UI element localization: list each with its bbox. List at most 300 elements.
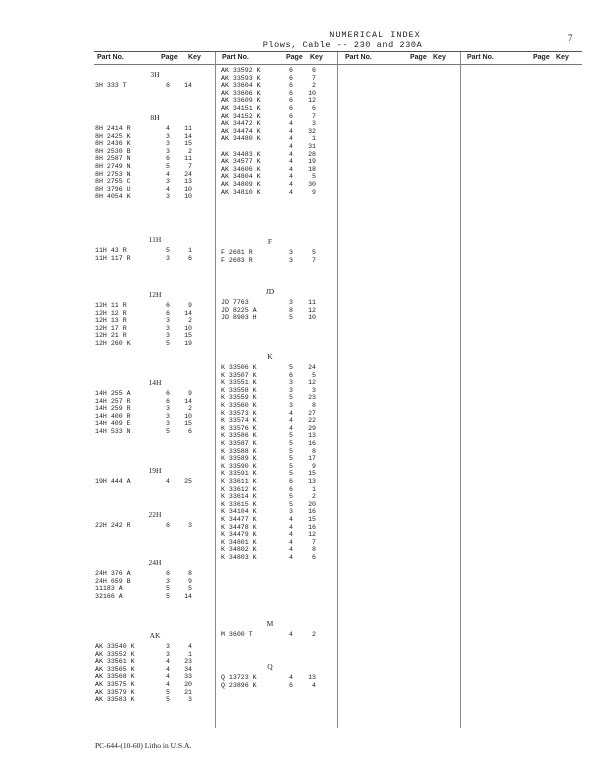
key-value: 5 — [312, 249, 316, 256]
key-value: 29 — [308, 424, 316, 432]
key-value: 2 — [188, 317, 192, 325]
page-value: 3 — [166, 412, 170, 420]
key-value: 13 — [184, 178, 192, 186]
page-value: 3 — [289, 508, 293, 516]
part-number: AK 33592 K — [221, 67, 261, 74]
section-heading: 12H — [148, 290, 162, 299]
key-value: 7 — [312, 74, 316, 82]
page-value: 3 — [166, 254, 170, 262]
section-heading: K — [267, 352, 273, 361]
col-header-key: Key — [433, 54, 446, 61]
part-number: 8H 2753 N — [95, 170, 131, 178]
page-value: 4 — [166, 170, 170, 178]
key-value: 16 — [308, 508, 316, 516]
page-value: 4 — [166, 185, 170, 193]
key-value: 1 — [188, 650, 192, 658]
key-value: 13 — [308, 432, 316, 440]
page-value: 4 — [289, 523, 293, 531]
part-number: 32166 A — [95, 592, 123, 600]
part-number: K 33615 K — [221, 500, 257, 508]
page-value: 4 — [289, 127, 293, 135]
page-value: 6 — [289, 478, 293, 485]
key-value: 4 — [188, 643, 192, 650]
page-value: 5 — [166, 592, 170, 600]
key-value: 16 — [308, 523, 316, 531]
key-value: 8 — [312, 447, 316, 455]
section-heading: 8H — [150, 113, 160, 122]
page-value: 5 — [166, 163, 170, 170]
part-number: 8H 2414 R — [95, 125, 131, 132]
part-number: K 33551 K — [221, 379, 257, 387]
key-value: 7 — [188, 163, 192, 170]
key-value: 24 — [184, 170, 192, 178]
part-number: 8H 2425 K — [95, 132, 131, 140]
part-number: F 2681 R — [221, 249, 253, 256]
key-value: 2 — [312, 493, 316, 501]
part-number: K 33506 K — [221, 364, 257, 371]
col-header-page: Page — [410, 54, 427, 61]
part-number: K 33611 K — [221, 478, 257, 485]
key-value: 10 — [184, 324, 192, 332]
key-value: 3 — [312, 120, 316, 128]
key-value: 16 — [308, 440, 316, 447]
key-value: 7 — [312, 112, 316, 120]
page-value: 3 — [166, 643, 170, 650]
page-value: 6 — [166, 570, 170, 577]
part-number: K 33591 K — [221, 470, 257, 478]
key-value: 6 — [312, 67, 316, 74]
page-value: 3 — [289, 299, 293, 306]
key-value: 12 — [308, 379, 316, 387]
key-value: 1 — [312, 485, 316, 493]
part-number: 12H 17 R — [95, 324, 127, 332]
part-number: AK 33583 K — [95, 696, 135, 704]
col-header-key: Key — [188, 54, 201, 61]
page-value: 6 — [289, 681, 293, 689]
part-number: 24H 376 A — [95, 570, 131, 577]
key-value: 11 — [184, 125, 192, 132]
key-value: 20 — [184, 681, 192, 688]
page-value: 4 — [289, 173, 293, 181]
key-value: 14 — [184, 82, 192, 89]
page-value: 3 — [166, 178, 170, 186]
key-value: 14 — [184, 309, 192, 317]
key-value: 11 — [308, 299, 316, 306]
key-value: 33 — [184, 673, 192, 681]
page-value: 5 — [166, 247, 170, 254]
part-number: K 33614 K — [221, 493, 257, 501]
part-number: AK 33561 K — [95, 658, 135, 666]
key-value: 9 — [312, 188, 316, 196]
section-heading: 19H — [148, 466, 162, 475]
part-number: K 34801 K — [221, 538, 257, 546]
page-value: 4 — [289, 409, 293, 417]
key-value: 3 — [188, 522, 192, 529]
section-heading: Q — [267, 662, 273, 671]
page-value: 6 — [166, 302, 170, 309]
section-heading: JD — [265, 287, 275, 296]
section-heading: 11H — [148, 235, 162, 244]
part-number: JD 8225 A — [221, 306, 257, 314]
page-value: 3 — [166, 405, 170, 413]
page-value: 5 — [289, 462, 293, 470]
key-value: 6 — [312, 105, 316, 112]
part-number: AK 34151 K — [221, 105, 261, 112]
page-value: 6 — [166, 309, 170, 317]
part-number: Q 23896 K — [221, 681, 257, 689]
column-divider — [337, 52, 338, 728]
page-value: 4 — [289, 135, 293, 143]
part-number: AK 34804 K — [221, 173, 261, 181]
part-number: M 3600 T — [221, 631, 253, 638]
part-number: 12H 13 R — [95, 317, 127, 325]
part-number: K 33588 K — [221, 447, 257, 455]
page-value: 4 — [289, 516, 293, 523]
key-value: 14 — [184, 132, 192, 140]
header-rule — [94, 64, 582, 65]
part-number: JD 8903 H — [221, 314, 257, 322]
key-value: 20 — [308, 500, 316, 508]
part-number: AK 33609 K — [221, 97, 261, 105]
part-number: 8H 2755 C — [95, 178, 131, 186]
part-number: 19H 444 A — [95, 478, 131, 485]
part-number: 22H 242 R — [95, 522, 131, 529]
part-number: 14H 257 R — [95, 397, 131, 405]
part-number: 14H 259 R — [95, 405, 131, 413]
key-value: 30 — [308, 181, 316, 188]
part-number: Q 13723 K — [221, 674, 257, 681]
part-number: K 33612 K — [221, 485, 257, 493]
section-heading: F — [267, 237, 273, 246]
page-value: 4 — [166, 125, 170, 132]
part-number: K 33587 K — [221, 440, 257, 447]
key-value: 15 — [308, 516, 316, 523]
part-number: K 33560 K — [221, 402, 257, 409]
page-value: 3 — [289, 249, 293, 256]
part-number: AK 34483 K — [221, 150, 261, 158]
key-value: 5 — [312, 173, 316, 181]
page-value: 5 — [289, 394, 293, 402]
part-number: AK 34474 K — [221, 127, 261, 135]
key-value: 5 — [312, 371, 316, 379]
page-value: 4 — [289, 417, 293, 425]
page-value: 5 — [289, 447, 293, 455]
part-number: K 34802 K — [221, 546, 257, 554]
column-divider — [215, 52, 216, 728]
part-number: AK 33593 K — [221, 74, 261, 82]
key-value: 9 — [188, 390, 192, 397]
part-number: AK 33565 K — [95, 665, 135, 673]
page-value: 5 — [289, 455, 293, 463]
key-value: 19 — [184, 340, 192, 347]
part-number: K 33558 K — [221, 386, 257, 394]
key-value: 22 — [308, 417, 316, 425]
part-number: 8H 2436 K — [95, 140, 131, 148]
section-heading: M — [266, 619, 274, 628]
key-value: 8 — [188, 570, 192, 577]
key-value: 10 — [184, 412, 192, 420]
page-value: 3 — [166, 420, 170, 428]
page-value: 5 — [166, 696, 170, 704]
page-value: 5 — [289, 470, 293, 478]
part-number: 14H 409 E — [95, 420, 131, 428]
col-header-page: Page — [533, 54, 550, 61]
page-value: 5 — [166, 340, 170, 347]
col-header-part-no: Part No. — [467, 54, 494, 61]
key-value: 8 — [312, 546, 316, 554]
page-value: 4 — [289, 538, 293, 546]
key-value: 15 — [308, 470, 316, 478]
section-heading: 22H — [148, 510, 162, 519]
key-value: 31 — [308, 143, 316, 150]
key-value: 2 — [188, 147, 192, 155]
part-number: K 33576 K — [221, 424, 257, 432]
col-header-page: Page — [286, 54, 303, 61]
key-value: 10 — [308, 89, 316, 97]
key-value: 23 — [184, 658, 192, 666]
part-number: K 34803 K — [221, 554, 257, 561]
part-number: 8H 2530 B — [95, 147, 131, 155]
page-value: 3 — [166, 332, 170, 340]
page-value: 6 — [289, 105, 293, 112]
page-value: 4 — [289, 188, 293, 196]
page-value: 3 — [289, 402, 293, 409]
page-subtitle: Plows, Cable -- 230 and 230A — [262, 40, 423, 50]
key-value: 34 — [184, 665, 192, 673]
part-number: AK 34810 K — [221, 188, 261, 196]
key-value: 6 — [188, 254, 192, 262]
part-number: K 33574 K — [221, 417, 257, 425]
key-value: 12 — [308, 531, 316, 539]
part-number: 3H 333 T — [95, 82, 127, 89]
key-value: 3 — [188, 696, 192, 704]
part-number: 12H 260 K — [95, 340, 131, 347]
key-value: 19 — [308, 158, 316, 166]
section-heading: AK — [149, 631, 161, 640]
page-value: 5 — [289, 440, 293, 447]
page-value: 6 — [289, 82, 293, 90]
part-number: 14H 400 R — [95, 412, 131, 420]
page-value: 4 — [289, 165, 293, 173]
part-number: AK 33575 K — [95, 681, 135, 688]
part-number: 11183 A — [95, 585, 123, 593]
page-value: 3 — [289, 379, 293, 387]
page-value: 3 — [289, 256, 293, 264]
key-value: 27 — [308, 409, 316, 417]
part-number: AK 33552 K — [95, 650, 135, 658]
page-title: NUMERICAL INDEX — [329, 30, 421, 40]
key-value: 2 — [312, 82, 316, 90]
page-value: 5 — [166, 428, 170, 435]
key-value: 15 — [184, 420, 192, 428]
key-value: 9 — [188, 302, 192, 309]
col-header-page: Page — [161, 54, 178, 61]
page-value: 4 — [289, 120, 293, 128]
key-value: 5 — [188, 585, 192, 593]
key-value: 18 — [308, 165, 316, 173]
key-value: 7 — [312, 538, 316, 546]
key-value: 1 — [312, 135, 316, 143]
page-value: 5 — [289, 314, 293, 322]
key-value: 6 — [188, 428, 192, 435]
page-value: 3 — [289, 386, 293, 394]
key-value: 17 — [308, 455, 316, 463]
key-value: 4 — [312, 681, 316, 689]
key-value: 10 — [308, 314, 316, 322]
col-header-part-no: Part No. — [345, 54, 372, 61]
page-value: 8 — [289, 306, 293, 314]
key-value: 14 — [184, 592, 192, 600]
part-number: K 34479 K — [221, 531, 257, 539]
key-value: 6 — [312, 554, 316, 561]
section-heading: 14H — [148, 378, 162, 387]
key-value: 15 — [184, 332, 192, 340]
part-number: K 33586 K — [221, 432, 257, 440]
page-value: 3 — [166, 577, 170, 585]
column-divider — [460, 52, 461, 728]
page-value: 4 — [289, 181, 293, 188]
part-number: 11H 43 R — [95, 247, 127, 254]
page-value: 6 — [166, 155, 170, 163]
part-number: AK 34577 K — [221, 158, 261, 166]
page-value: 6 — [289, 67, 293, 74]
page-value: 4 — [289, 424, 293, 432]
page-value: 4 — [166, 665, 170, 673]
part-number: AK 33579 K — [95, 688, 135, 696]
page-value: 4 — [289, 150, 293, 158]
col-header-part-no: Part No. — [97, 54, 124, 61]
page-value: 5 — [289, 432, 293, 440]
key-value: 12 — [308, 97, 316, 105]
page-value: 4 — [289, 143, 293, 150]
part-number: JD 7763 — [221, 299, 249, 306]
page-value: 5 — [166, 585, 170, 593]
col-header-key: Key — [310, 54, 323, 61]
key-value: 28 — [308, 150, 316, 158]
page-value: 4 — [166, 681, 170, 688]
part-number: AK 34152 K — [221, 112, 261, 120]
part-number: K 33589 K — [221, 455, 257, 463]
page-value: 6 — [166, 522, 170, 529]
part-number: 12H 12 R — [95, 309, 127, 317]
key-value: 14 — [184, 397, 192, 405]
footer-print-code: PC-644-(10-60) Litho in U.S.A. — [95, 741, 192, 750]
page-value: 6 — [166, 82, 170, 89]
page-value: 4 — [289, 674, 293, 681]
part-number: K 33573 K — [221, 409, 257, 417]
part-number: 11H 117 R — [95, 254, 131, 262]
part-number: 14H 255 A — [95, 390, 131, 397]
page-value: 4 — [289, 554, 293, 561]
part-number: 8H 2749 N — [95, 163, 131, 170]
col-header-part-no: Part No. — [222, 54, 249, 61]
part-number: AK 34809 K — [221, 181, 261, 188]
part-number: K 33507 K — [221, 371, 257, 379]
page-value: 4 — [289, 631, 293, 638]
key-value: 2 — [188, 405, 192, 413]
page-value: 3 — [166, 193, 170, 201]
key-value: 13 — [308, 478, 316, 485]
part-number: 12H 21 R — [95, 332, 127, 340]
part-number: 14H 533 N — [95, 428, 131, 435]
part-number: K 33590 K — [221, 462, 257, 470]
section-heading: 3H — [150, 70, 160, 79]
part-number: AK 34472 K — [221, 120, 261, 128]
part-number: K 33559 K — [221, 394, 257, 402]
page-value: 3 — [166, 650, 170, 658]
page-value: 5 — [166, 688, 170, 696]
part-number: 24H 659 B — [95, 577, 131, 585]
part-number: AK 34480 K — [221, 135, 261, 143]
key-value: 23 — [308, 394, 316, 402]
page-value: 3 — [166, 324, 170, 332]
key-value: 3 — [312, 386, 316, 394]
col-header-key: Key — [556, 54, 569, 61]
key-value: 2 — [312, 631, 316, 638]
page-value: 5 — [289, 500, 293, 508]
part-number: F 2683 R — [221, 256, 253, 264]
page-value: 4 — [289, 546, 293, 554]
page-value: 5 — [289, 493, 293, 501]
page-number: 7 — [568, 33, 573, 43]
part-number: AK 34606 K — [221, 165, 261, 173]
part-number: 12H 11 R — [95, 302, 127, 309]
page-value: 6 — [166, 397, 170, 405]
key-value: 11 — [184, 155, 192, 163]
key-value: 32 — [308, 127, 316, 135]
part-number: AK 33604 K — [221, 82, 261, 90]
page-value: 4 — [166, 658, 170, 666]
part-number: AK 33540 K — [95, 643, 135, 650]
page-value: 4 — [166, 478, 170, 485]
key-value: 8 — [312, 402, 316, 409]
page-value: 3 — [166, 317, 170, 325]
page-value: 4 — [166, 673, 170, 681]
key-value: 12 — [308, 306, 316, 314]
page-value: 6 — [289, 74, 293, 82]
page-value: 5 — [289, 364, 293, 371]
top-rule — [94, 51, 582, 52]
key-value: 7 — [312, 256, 316, 264]
section-heading: 24H — [148, 558, 162, 567]
key-value: 9 — [188, 577, 192, 585]
part-number: 8H 3796 U — [95, 185, 131, 193]
page-value: 6 — [289, 371, 293, 379]
key-value: 13 — [308, 674, 316, 681]
key-value: 24 — [308, 364, 316, 371]
part-number: 8H 2587 N — [95, 155, 131, 163]
key-value: 1 — [188, 247, 192, 254]
part-number: K 34478 K — [221, 523, 257, 531]
key-value: 10 — [184, 193, 192, 201]
page-value: 6 — [166, 390, 170, 397]
key-value: 21 — [184, 688, 192, 696]
page-value: 6 — [289, 89, 293, 97]
part-number: K 34477 K — [221, 516, 257, 523]
key-value: 25 — [184, 478, 192, 485]
page-value: 6 — [289, 97, 293, 105]
page-value: 4 — [289, 158, 293, 166]
key-value: 10 — [184, 185, 192, 193]
part-number: 8H 4054 K — [95, 193, 131, 201]
part-number: AK 33606 K — [221, 89, 261, 97]
page-value: 3 — [166, 140, 170, 148]
page-value: 4 — [289, 531, 293, 539]
page-value: 3 — [166, 147, 170, 155]
key-value: 15 — [184, 140, 192, 148]
page-value: 6 — [289, 112, 293, 120]
key-value: 9 — [312, 462, 316, 470]
